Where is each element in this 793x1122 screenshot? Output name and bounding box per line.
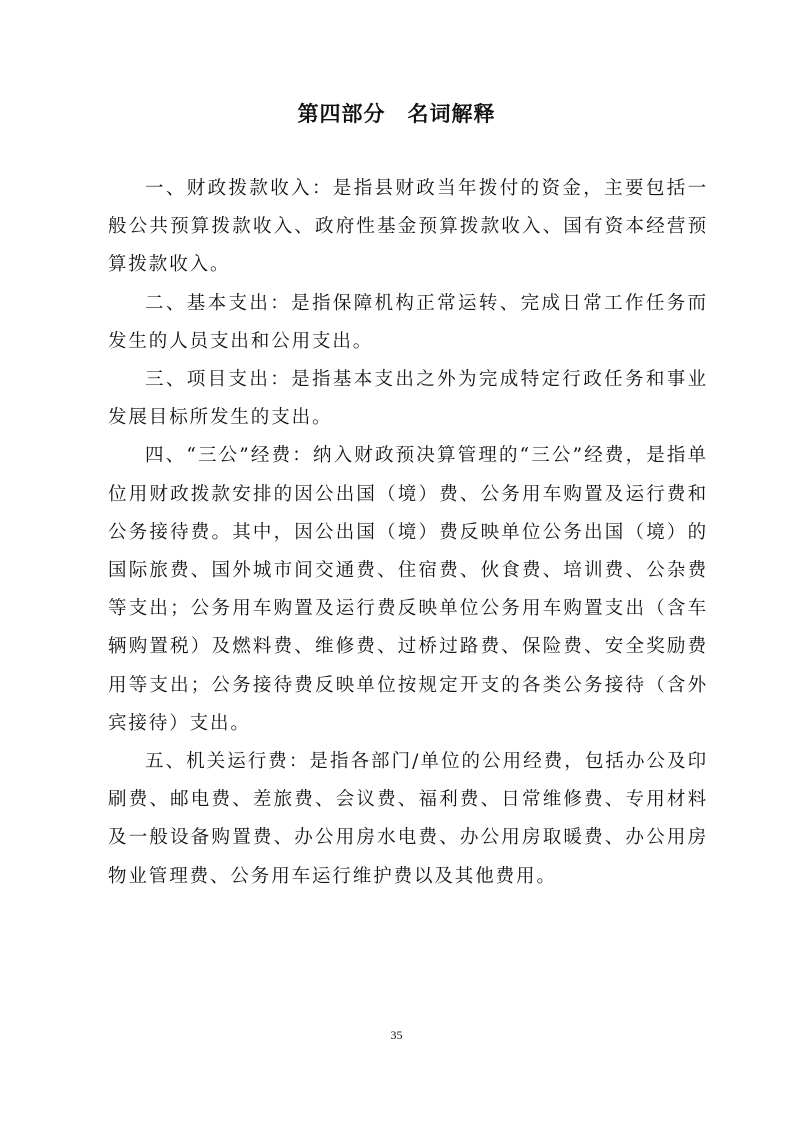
document-body bbox=[108, 170, 708, 896]
paragraph-three-public-expenses: 四、“三公”经费：纳入财政预决算管理的“三公”经费，是指单位用财政拨款安排的因公出国（境）费、公务用车购置及运行费和公务接待费。其中，因公出国（境）费反映单位公务出国（境）的国际旅费、国外城市间交通费、住宿费、伙食费、培训费、公杂费等支出；公务用车购置及运行费反映单位公务用车购置支出（含车辆购置税）及燃料费、维修费、过桥过路费、保险费、安全奖励费用等支出；公务接待费反映单位按规定开支的各类公务接待（含外宾接待）支出。 bbox=[108, 445, 708, 734]
paragraph-basic-expenditure: 二、基本支出：是指保障机构正常运转、完成日常工作任务而发生的人员支出和公用支出。 bbox=[108, 292, 708, 352]
page-number: 35 bbox=[390, 1028, 403, 1042]
paragraph-project-expenditure: 三、项目支出：是指基本支出之外为完成特定行政任务和事业发展目标所发生的支出。 bbox=[108, 369, 708, 429]
page-title: 第四部分 名词解释 bbox=[297, 102, 496, 126]
paragraph-fiscal-appropriation-income: 一、财政拨款收入：是指县财政当年拨付的资金，主要包括一般公共预算拨款收入、政府性基金预算拨款收入、国有资本经营预算拨款收入。 bbox=[108, 178, 708, 276]
paragraph-operating-expenses: 五、机关运行费：是指各部门/单位的公用经费，包括办公及印刷费、邮电费、差旅费、会议费、福利费、日常维修费、专用材料及一般设备购置费、办公用房水电费、办公用房取暖费、办公用房物业管理费、公务用车运行维护费以及其他费用。 bbox=[108, 751, 708, 887]
